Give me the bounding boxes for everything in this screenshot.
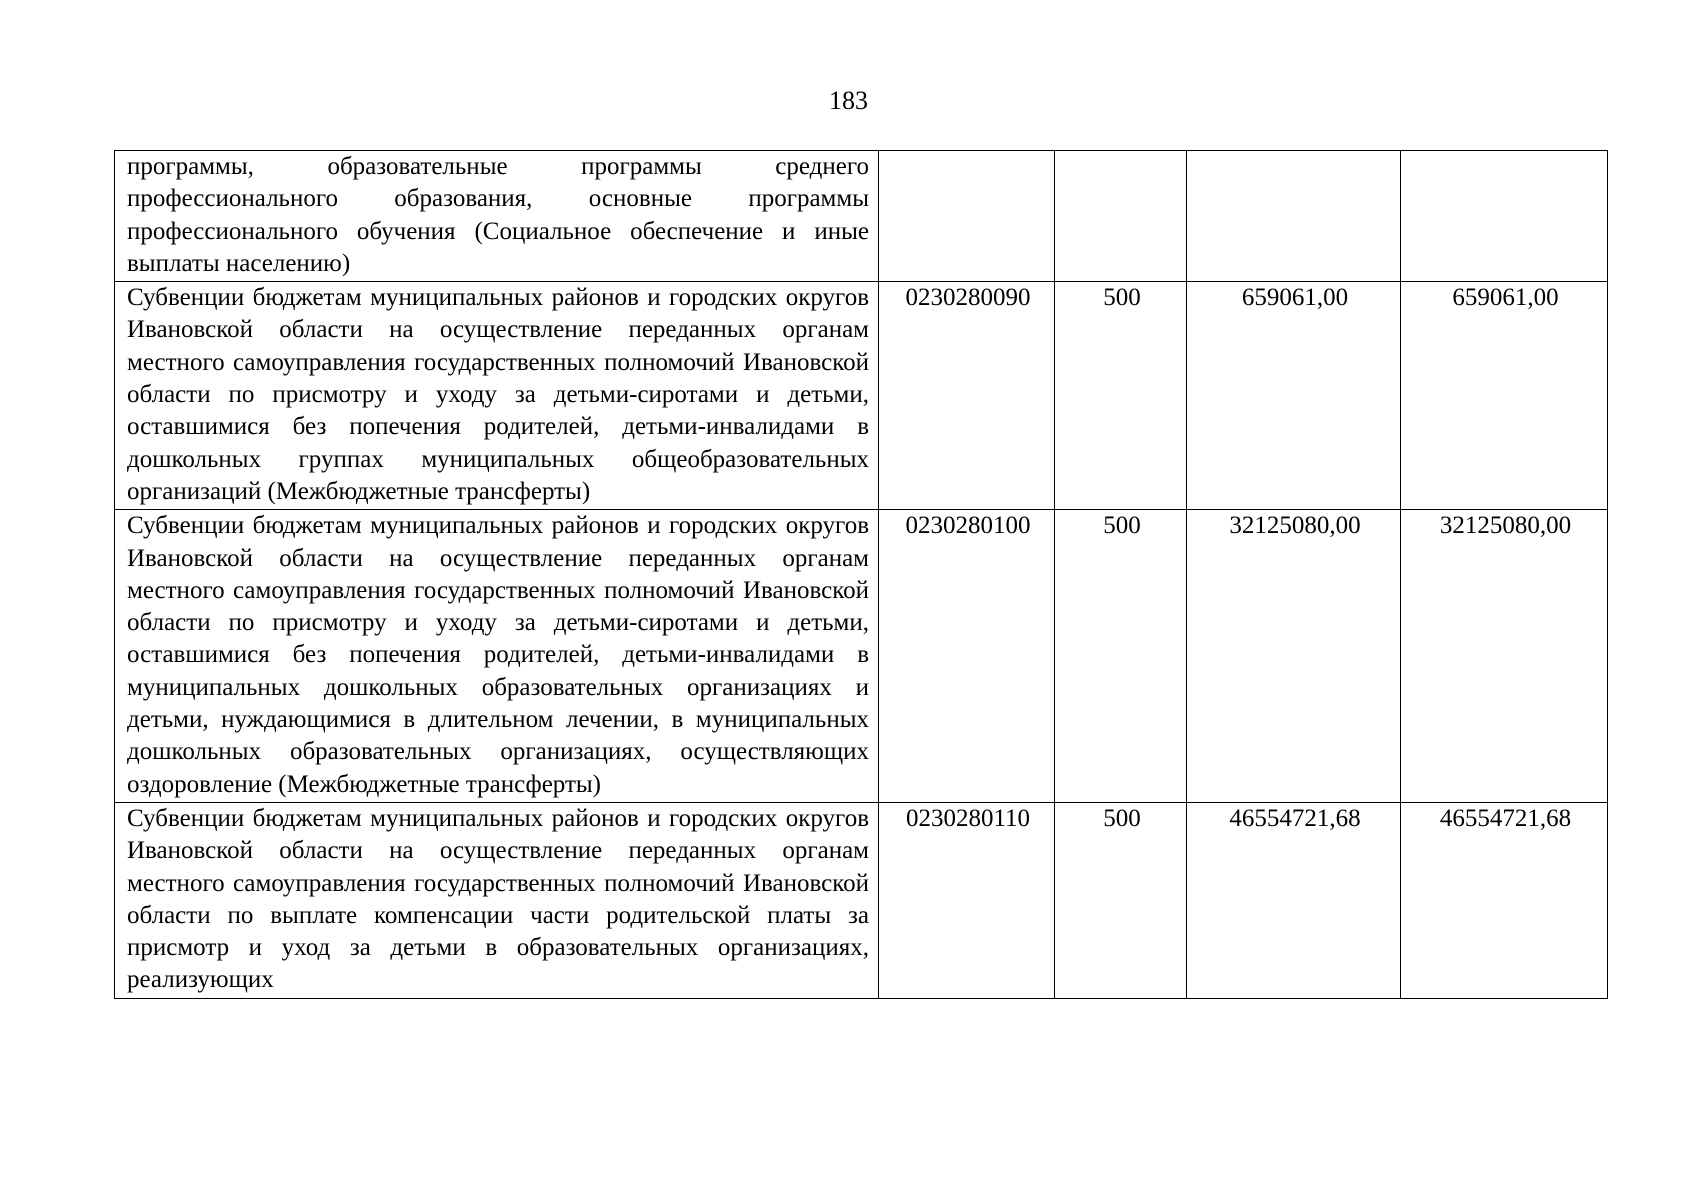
row-expense-type (1055, 151, 1187, 282)
row-description: Субвенции бюджетам муниципальных районов и городских округов Ивановской области на осуществление переданных органам местного самоуправления государственных полномочий Ивановской области по выплате компенсации части родительской платы за присмотр и уход за детьми в образовательных организациях, реализующих (115, 802, 879, 998)
row-amount-1 (1187, 151, 1401, 282)
row-expense-type: 500 (1055, 282, 1187, 510)
row-target-code (879, 151, 1055, 282)
row-amount-1: 659061,00 (1187, 282, 1401, 510)
row-amount-2: 46554721,68 (1401, 802, 1608, 998)
table-row (115, 151, 1608, 282)
row-description: Субвенции бюджетам муниципальных районов и городских округов Ивановской области на осуществление переданных органам местного самоуправления государственных полномочий Ивановской области по присмотру и уходу за детьми-сиротами и детьми, оставшимися без попечения родителей, детьми-инвалидами в муниципальных дошкольных образовательных организациях и детьми, нуждающимися в длительном лечении, в муниципальных дошкольных образовательных организациях, осуществляющих оздоровление (Межбюджетные трансферты) (115, 510, 879, 803)
row-amount-2: 32125080,00 (1401, 510, 1608, 803)
row-description: программы, образовательные программы среднего профессионального образования, основные программы профессионального обучения (Социальное обеспечение и иные выплаты населению) (115, 151, 879, 282)
table-row (115, 802, 1608, 998)
row-description: Субвенции бюджетам муниципальных районов и городских округов Ивановской области на осуществление переданных органам местного самоуправления государственных полномочий Ивановской области по присмотру и уходу за детьми-сиротами и детьми, оставшимися без попечения родителей, детьми-инвалидами в дошкольных группах муниципальных общеобразовательных организаций (Межбюджетные трансферты) (115, 282, 879, 510)
row-amount-2 (1401, 151, 1608, 282)
row-target-code: 0230280090 (879, 282, 1055, 510)
budget-table (114, 150, 1608, 999)
row-target-code: 0230280100 (879, 510, 1055, 803)
table-row (115, 282, 1608, 510)
table-row (115, 510, 1608, 803)
row-amount-2: 659061,00 (1401, 282, 1608, 510)
row-amount-1: 32125080,00 (1187, 510, 1401, 803)
row-target-code: 0230280110 (879, 802, 1055, 998)
page-number: 183 (829, 86, 868, 115)
row-expense-type: 500 (1055, 802, 1187, 998)
row-amount-1: 46554721,68 (1187, 802, 1401, 998)
row-expense-type: 500 (1055, 510, 1187, 803)
